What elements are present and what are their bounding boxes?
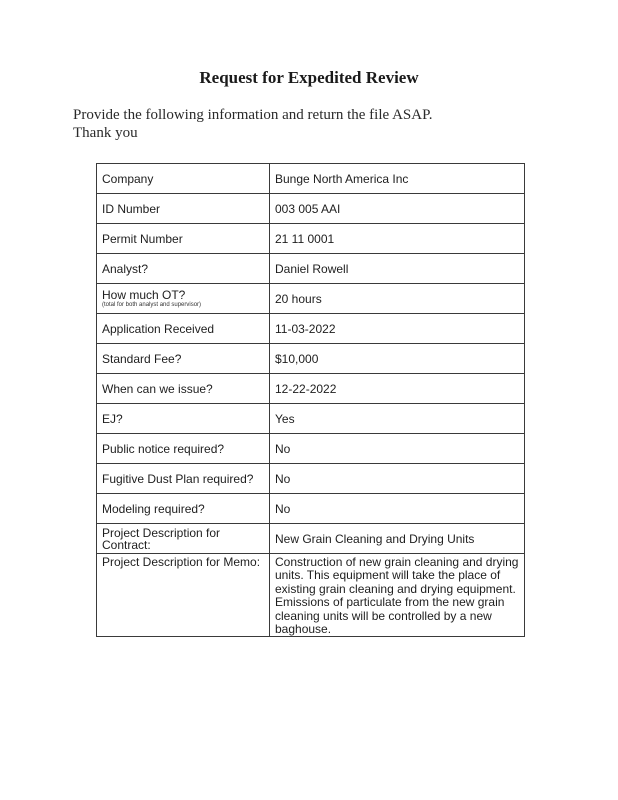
value-permit-number: 21 11 0001 (270, 224, 525, 254)
value-overtime: 20 hours (270, 284, 525, 314)
row-analyst (97, 254, 525, 284)
label-overtime-sub: (total for both analyst and supervisor) (102, 302, 202, 308)
intro-line-2: Thank you (73, 125, 138, 141)
label-overtime-main: How much OT? (102, 288, 186, 302)
intro-text (73, 106, 553, 142)
label-overtime (97, 284, 270, 314)
value-issue-date: 12-22-2022 (270, 374, 525, 404)
label-memo-description: Project Description for Memo: (97, 554, 270, 637)
value-fugitive-dust: No (270, 464, 525, 494)
value-application-received: 11-03-2022 (270, 314, 525, 344)
row-ej (97, 404, 525, 434)
value-id-number: 003 005 AAI (270, 194, 525, 224)
row-overtime (97, 284, 525, 314)
value-public-notice: No (270, 434, 525, 464)
value-ej: Yes (270, 404, 525, 434)
label-fugitive-dust: Fugitive Dust Plan required? (97, 464, 270, 494)
label-issue-date: When can we issue? (97, 374, 270, 404)
row-modeling (97, 494, 525, 524)
label-ej: EJ? (97, 404, 270, 434)
document-title: Request for Expedited Review (199, 68, 419, 87)
label-contract-description: Project Description for Contract: (97, 524, 270, 554)
row-fugitive-dust (97, 464, 525, 494)
row-contract-description (97, 524, 525, 554)
label-id-number: ID Number (97, 194, 270, 224)
value-standard-fee: $10,000 (270, 344, 525, 374)
label-company: Company (97, 164, 270, 194)
row-application-received (97, 314, 525, 344)
label-analyst: Analyst? (97, 254, 270, 284)
row-id-number (97, 194, 525, 224)
label-standard-fee: Standard Fee? (97, 344, 270, 374)
row-public-notice (97, 434, 525, 464)
row-issue-date (97, 374, 525, 404)
value-modeling: No (270, 494, 525, 524)
request-table (96, 163, 525, 637)
row-permit-number (97, 224, 525, 254)
label-application-received: Application Received (97, 314, 270, 344)
value-memo-description: Construction of new grain cleaning and drying units. This equipment will take the place of existing grain cleaning and drying equipment. Emissions of particulate from the new grain cleaning units will be controlled by a new baghouse. (270, 554, 525, 637)
label-permit-number: Permit Number (97, 224, 270, 254)
intro-line-1: Provide the following information and return the file ASAP. (73, 107, 433, 123)
label-public-notice: Public notice required? (97, 434, 270, 464)
value-analyst: Daniel Rowell (270, 254, 525, 284)
row-memo-description (97, 554, 525, 637)
row-standard-fee (97, 344, 525, 374)
label-modeling: Modeling required? (97, 494, 270, 524)
value-company: Bunge North America Inc (270, 164, 525, 194)
value-contract-description: New Grain Cleaning and Drying Units (270, 524, 525, 554)
row-company (97, 164, 525, 194)
